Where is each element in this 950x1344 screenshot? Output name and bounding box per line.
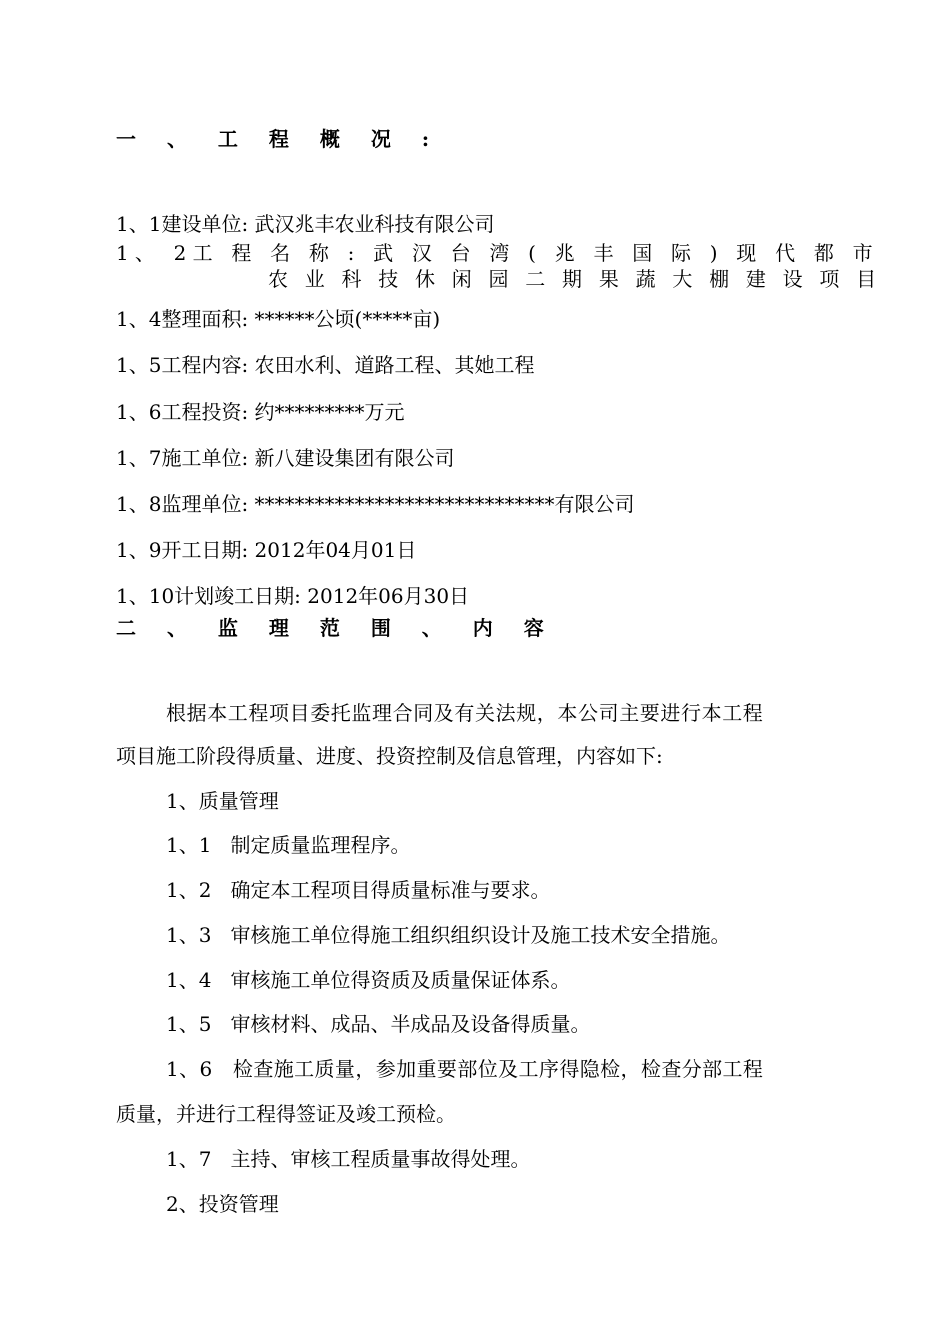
item-supervisor: 1、8监理单位: ******************************有限公司 bbox=[116, 492, 635, 516]
quality-item-5: 1、5 审核材料、成品、半成品及设备得质量。 bbox=[166, 1012, 591, 1036]
item-investment: 1、6工程投资: 约*********万元 bbox=[116, 400, 405, 424]
item-content: 1、5工程内容: 农田水利、道路工程、其她工程 bbox=[116, 353, 535, 377]
item-project-name-line2: 农 业 科 技 休 闲 园 二 期 果 蔬 大 棚 建 设 项 目 bbox=[268, 267, 882, 291]
item-area: 1、4整理面积: ******公顷(*****亩) bbox=[116, 307, 441, 331]
item-project-name-line1: 1、 2工 程 名 称 : 武 汉 台 湾 ( 兆 丰 国 际 ) 现 代 都 市 bbox=[116, 241, 879, 265]
section2-heading: 二 、 监 理 范 围 、 内 容 bbox=[116, 616, 556, 640]
quality-item-6-line2: 质量，并进行工程得签证及竣工预检。 bbox=[116, 1102, 456, 1126]
item-contractor: 1、7施工单位: 新八建设集团有限公司 bbox=[116, 446, 455, 470]
intro-paragraph-line2: 项目施工阶段得质量、进度、投资控制及信息管理，内容如下: bbox=[116, 744, 663, 768]
quality-management-title: 1、质量管理 bbox=[166, 789, 279, 813]
item-start-date: 1、9开工日期: 2012年04月01日 bbox=[116, 538, 417, 562]
quality-item-2: 1、2 确定本工程项目得质量标准与要求。 bbox=[166, 878, 551, 902]
quality-item-6-line1: 1、6 检查施工质量，参加重要部位及工序得隐检，检查分部工程 bbox=[166, 1057, 764, 1081]
quality-item-3: 1、3 审核施工单位得施工组织组织设计及施工技术安全措施。 bbox=[166, 923, 731, 947]
quality-item-4: 1、4 审核施工单位得资质及质量保证体系。 bbox=[166, 968, 571, 992]
quality-item-1: 1、1 制定质量监理程序。 bbox=[166, 833, 411, 857]
investment-management-title: 2、投资管理 bbox=[166, 1192, 279, 1216]
quality-item-7: 1、7 主持、审核工程质量事故得处理。 bbox=[166, 1147, 531, 1171]
item-end-date: 1、10计划竣工日期: 2012年06月30日 bbox=[116, 584, 470, 608]
intro-paragraph-line1: 根据本工程项目委托监理合同及有关法规，本公司主要进行本工程 bbox=[166, 701, 764, 725]
item-construction-unit: 1、1建设单位: 武汉兆丰农业科技有限公司 bbox=[116, 212, 495, 236]
section1-heading: 一 、 工 程 概 况 : bbox=[116, 127, 442, 151]
